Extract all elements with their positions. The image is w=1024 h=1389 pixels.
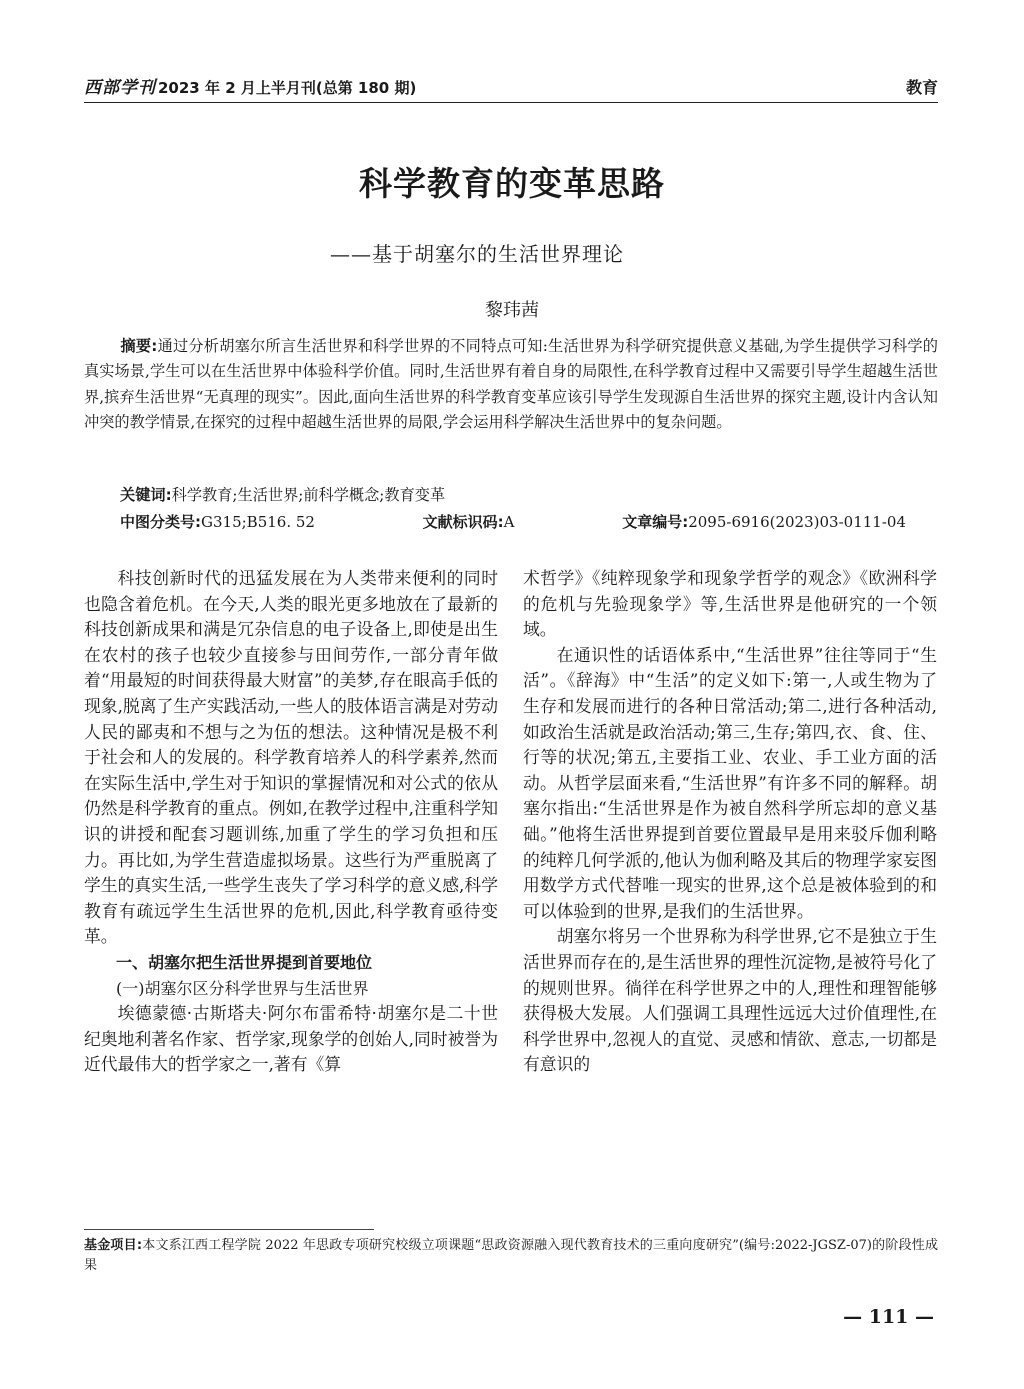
body-paragraph: 胡塞尔将另一个世界称为科学世界,它不是独立于生活世界而存在的,是生活世界的理性沉淀物,是被符号化了的规则世界。徜徉在科学世界之中的人,理性和理智能够获得极大发展。人们强调工具理性远远大过价值理性,在科学世界中,忽视人的直觉、灵感和情欲、意志,一切都是有意识的 [523, 926, 937, 1075]
footnote-divider [84, 1229, 374, 1230]
section-heading: 一、胡塞尔把生活世界提到首要地位 [116, 952, 373, 972]
subsection-heading: (一)胡塞尔区分科学世界与生活世界 [116, 978, 369, 998]
page-number: — 111 — [843, 1306, 934, 1328]
doc-label: 文献标识码: [422, 513, 504, 531]
article-number [622, 511, 906, 532]
article-value: 2095-6916(2023)03-0111-04 [688, 513, 906, 531]
abstract-text: 通过分析胡塞尔所言生活世界和科学世界的不同特点可知:生活世界为科学研究提供意义基础,为学生提供学习科学的真实场景,学生可以在生活世界中体验科学价值。同时,生活世界有着自身的局限性,在科学教育过程中又需要引导学生超越生活世界,摈弃生活世界“无真理的现实”。因此,面向生活世界的科学教育变革应该引导学生发现源自生活世界的探究主题,设计内含认知冲突的教学情景,在探究的过程中超越生活世界的局限,学会运用科学解决生活世界中的复杂问题。 [84, 337, 938, 432]
article-subtitle: ——基于胡塞尔的生活世界理论 [330, 242, 624, 266]
header-left [84, 73, 416, 98]
author-name: 黎玮茜 [485, 300, 539, 321]
footnote-text: 本文系江西工程学院 2022 年思政专项研究校级立项课题“思政资源融入现代教育技术的三重向度研究”(编号:2022-JGSZ-07)的阶段性成果 [84, 1238, 938, 1273]
footnote-label: 基金项目: [84, 1238, 143, 1253]
abstract-label: 摘要: [120, 337, 158, 355]
article-meta [120, 511, 906, 532]
keywords-text: 科学教育;生活世界;前科学概念;教育变革 [171, 486, 446, 504]
body-paragraph: 埃德蒙德·古斯塔夫·阿尔布雷希特·胡塞尔是二十世纪奥地利著名作家、哲学家,现象学的创始人,同时被誉为近代最伟大的哲学家之一,著有《算 [84, 1003, 498, 1075]
abstract [84, 334, 938, 436]
document-code [423, 511, 515, 532]
article-label: 文章编号: [622, 513, 689, 531]
body-column-right [523, 566, 937, 1078]
body-paragraph: 在通识性的话语体系中,“生活世界”往往等同于“生活”。《辞海》中“生活”的定义如下:第一,人或生物为了生存和发展而进行的各种日常活动;第二,进行各种活动,如政治生活就是政治活动;第三,生存;第四,衣、食、住、行等的状况;第五,主要指工业、农业、手工业方面的活动。从哲学层面来看,“生活世界”有许多不同的解释。胡塞尔指出:“生活世界是作为被自然科学所忘却的意义基础。”他将生活世界提到首要位置最早是用来驳斥伽利略的纯粹几何学派的,他认为伽利略及其后的物理学家妄图用数学方式代替唯一现实的世界,这个总是被体验到的和可以体验到的世界,是我们的生活世界。 [523, 644, 937, 921]
section-name: 教育 [905, 78, 938, 97]
clc-value: G315;B516. 52 [201, 513, 315, 531]
clc-label: 中图分类号: [120, 513, 201, 531]
running-header [84, 70, 938, 103]
issue-info: 2023 年 2 月上半月刊(总第 180 期) [158, 79, 417, 97]
clc-number [120, 511, 315, 532]
body-column-left [84, 566, 498, 1078]
doc-value: A [503, 513, 515, 531]
funding-footnote [84, 1236, 938, 1276]
body-paragraph: 科技创新时代的迅猛发展在为人类带来便利的同时也隐含着危机。在今天,人类的眼光更多地放在了最新的科技创新成果和满是冗杂信息的电子设备上,即使是出生在农村的孩子也较少直接参与田间劳作,一部分青年做着“用最短的时间获得最大财富”的美梦,存在眼高手低的现象,脱离了生产实践活动,一些人的肢体语言满是对劳动人民的鄙夷和不想与之为伍的想法。这种情况是极不利于社会和人的发展的。科学教育培养人的科学素养,然而在实际生活中,学生对于知识的掌握情况和对公式的依从仍然是科学教育的重点。例如,在教学过程中,注重科学知识的讲授和配套习题训练,加重了学生的学习负担和压力。再比如,为学生营造虚拟场景。这些行为严重脱离了学生的真实生活,一些学生丧失了学习科学的意义感,科学教育有疏远学生生活世界的危机,因此,科学教育亟待变革。 [84, 568, 498, 947]
article-title: 科学教育的变革思路 [359, 164, 665, 203]
keywords [120, 484, 445, 505]
keywords-label: 关键词: [120, 486, 172, 504]
journal-logo: 西部学刊 [84, 78, 156, 98]
body-paragraph-continued: 术哲学》《纯粹现象学和现象学哲学的观念》《欧洲科学的危机与先验现象学》等,生活世界是他研究的一个领域。 [523, 568, 937, 640]
